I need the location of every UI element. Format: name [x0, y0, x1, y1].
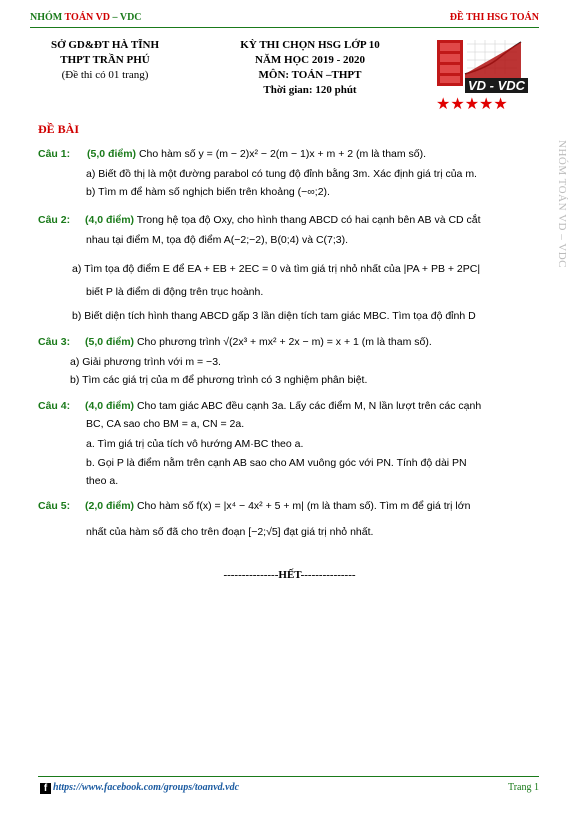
q2-points: (4,0 điểm) [85, 214, 135, 226]
logo-letters: VD - VDC [465, 78, 528, 93]
header-left-c: – VDC [110, 12, 142, 23]
q2-stem2: nhau tại điểm M, tọa độ điểm A(−2;−2), B(0;4) và C(7;3). [86, 234, 349, 246]
q1-points: (5,0 điểm) [87, 148, 137, 160]
exam-block [210, 38, 410, 98]
q5-stem2: nhất của hàm số đã cho trên đoạn [−2;√5] đạt giá trị nhỏ nhất. [86, 526, 374, 538]
question-2 [38, 213, 543, 227]
question-5 [38, 499, 543, 513]
q2-part-a2: biết P là điểm di động trên trục hoành. [86, 286, 264, 298]
school-line3: (Đề thi có 01 trang) [61, 69, 149, 81]
exam-line1: KỲ THI CHỌN HSG LỚP 10 [240, 39, 380, 51]
header-left-b: TOÁN VD [64, 12, 111, 23]
q4-part-b2: theo a. [86, 475, 119, 487]
school-block [30, 38, 180, 83]
q1-stem: Cho hàm số y = (m − 2)x² − 2(m − 1)x + m + 2 (m là tham số). [138, 148, 427, 160]
q4-part-b1: b. Gọi P là điểm nằm trên cạnh AB sao cho AM vuông góc với PN. Tính độ dài PN [86, 457, 467, 469]
page-number: Trang 1 [507, 782, 539, 793]
q3-label: Câu 3: [38, 336, 71, 348]
q2-part-b: b) Biết diện tích hình thang ABCD gấp 3 lần diện tích tam giác MBC. Tìm tọa độ đỉnh D [72, 310, 476, 322]
q4-stem2: BC, CA sao cho BM = a, CN = 2a. [86, 418, 245, 430]
q5-points: (2,0 điểm) [85, 500, 135, 512]
q1-part-a: a) Biết đồ thị là một đường parabol có tung độ đỉnh bằng 3m. Xác định giá trị của m. [86, 168, 477, 180]
question-1 [38, 147, 538, 161]
exam-line3: MÔN: TOÁN –THPT [258, 69, 362, 81]
q4-points: (4,0 điểm) [85, 400, 135, 412]
q2-label: Câu 2: [38, 214, 71, 226]
facebook-icon: f [40, 783, 51, 794]
q3-part-b: b) Tìm các giá trị của m để phương trình có 3 nghiệm phân biệt. [70, 374, 368, 386]
q3-points: (5,0 điểm) [85, 336, 135, 348]
q3-part-a: a) Giải phương trình với m = −3. [70, 356, 221, 368]
header-divider [30, 27, 539, 28]
exam-line4: Thời gian: 120 phút [263, 84, 357, 96]
q1-label: Câu 1: [38, 148, 71, 160]
q1-part-b: b) Tìm m để hàm số nghịch biến trên khoảng (−∞;2). [86, 186, 330, 198]
q5-label: Câu 5: [38, 500, 71, 512]
footer-link[interactable] [40, 782, 239, 794]
school-line1: SỞ GD&ĐT HÀ TĨNH [50, 39, 160, 51]
q5-stem1: Cho hàm số f(x) = |x⁴ − 4x² + 5 + m| (m là tham số). Tìm m để giá trị lớn [136, 500, 471, 512]
footer-divider [38, 776, 539, 777]
section-title: ĐỀ BÀI [38, 122, 80, 136]
q2-part-a1: a) Tìm tọa độ điểm E để EA + EB + 2EC = 0 và tìm giá trị nhỏ nhất của |PA + PB + 2PC| [72, 263, 481, 275]
question-4 [38, 399, 543, 413]
q2-stem1: Trong hệ tọa độ Oxy, cho hình thang ABCD có hai cạnh bên AB và CD cắt [136, 214, 481, 226]
side-watermark [552, 140, 572, 300]
rating-stars: ★★★★★ [436, 96, 508, 113]
header-right: ĐỀ THI HSG TOÁN [449, 12, 539, 23]
school-line2: THPT TRẦN PHÚ [60, 54, 150, 66]
q4-stem1: Cho tam giác ABC đều cạnh 3a. Lấy các điểm M, N lần lượt trên các cạnh [136, 400, 482, 412]
header-left-a: NHÓM [30, 12, 65, 23]
q4-part-a: a. Tìm giá trị của tích vô hướng AM·BC theo a. [86, 438, 304, 450]
exam-line2: NĂM HỌC 2019 - 2020 [255, 54, 365, 66]
side-watermark-text: NHÓM TOÁN VD – VDC [556, 140, 568, 268]
q4-label: Câu 4: [38, 400, 71, 412]
question-3 [38, 335, 543, 349]
header-left [30, 12, 142, 23]
footer-url[interactable]: https://www.facebook.com/groups/toanvd.vdc [53, 782, 240, 793]
group-logo [437, 40, 529, 98]
q3-stem: Cho phương trình √(2x³ + mx² + 2x − m) = x + 1 (m là tham số). [136, 336, 432, 348]
end-mark: ---------------HẾT--------------- [223, 569, 356, 581]
